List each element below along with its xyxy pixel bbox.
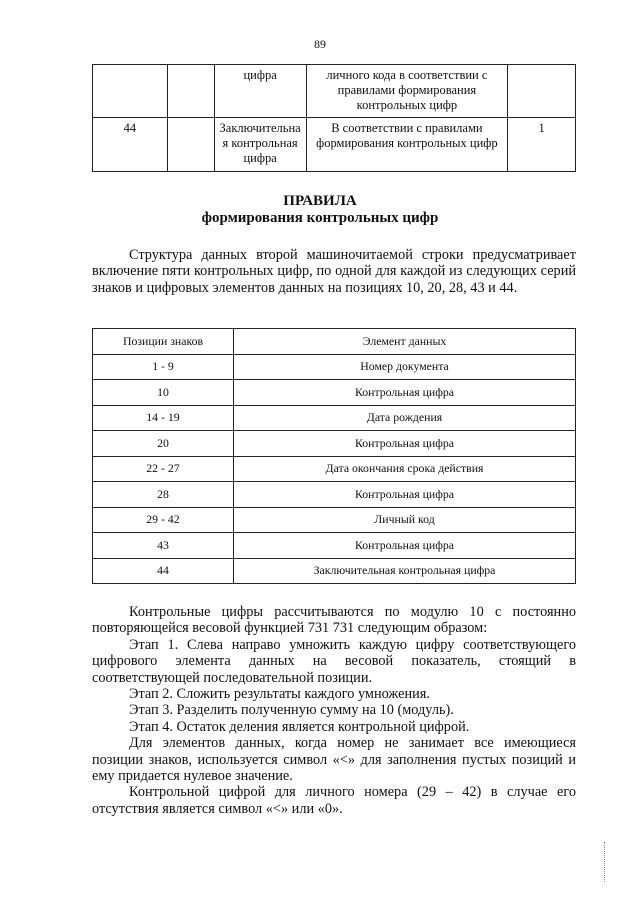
table-cell: Дата окончания срока действия xyxy=(234,456,576,482)
table-row xyxy=(93,482,576,508)
paragraph: Этап 2. Сложить результаты каждого умножения. xyxy=(129,686,430,703)
table-cell: 1 xyxy=(508,118,576,172)
table-cell: 22 - 27 xyxy=(93,456,234,482)
table-cell: В соответствии с правилами формирования контрольных цифр xyxy=(306,118,508,172)
table-row xyxy=(93,118,576,172)
calculation-rules xyxy=(92,604,576,817)
table-cell: 44 xyxy=(93,558,234,584)
table-row xyxy=(93,431,576,457)
table-cell: Заключительная контрольная цифра xyxy=(234,558,576,584)
paragraph: Этап 3. Разделить полученную сумму на 10 (модуль). xyxy=(129,702,454,719)
table-cell: 44 xyxy=(93,118,168,172)
table-cell xyxy=(167,65,214,118)
table-cell: Заключительна я контрольная цифра xyxy=(214,118,306,172)
table-cell: Контрольная цифра xyxy=(234,482,576,508)
check-digit-positions-table xyxy=(92,328,576,584)
table-cell: 20 xyxy=(93,431,234,457)
table-cell: 43 xyxy=(93,533,234,559)
intro-paragraph-block xyxy=(92,247,576,296)
column-header: Позиции знаков xyxy=(93,329,234,355)
table-cell xyxy=(167,118,214,172)
table-cell: Контрольная цифра xyxy=(234,380,576,406)
intro-paragraph: Структура данных второй машиночитаемой строки предусматривает включение пяти контрольных цифр, по одной для каждой из следующих серий знаков и цифровых элементов данных на позициях 10, 20, 28, 43 и 44. xyxy=(92,247,576,296)
scan-edge-mark xyxy=(604,842,606,882)
table-cell: личного кода в соответствии с правилами формирования контрольных цифр xyxy=(306,65,508,118)
table-cell xyxy=(508,65,576,118)
table-cell: цифра xyxy=(214,65,306,118)
table-header-row xyxy=(93,329,576,355)
section-subtitle: формирования контрольных цифр xyxy=(201,210,439,226)
paragraph: Контрольные цифры рассчитываются по модулю 10 с постоянно повторяющейся весовой функцией 731 731 следующим образом: xyxy=(92,604,576,637)
table-cell: 1 - 9 xyxy=(93,354,234,380)
section-title: ПРАВИЛА xyxy=(283,193,357,209)
table-row xyxy=(93,65,576,118)
table-row xyxy=(93,456,576,482)
paragraph: Контрольной цифрой для личного номера (29 – 42) в случае его отсутствия является символ «<» или «0». xyxy=(92,784,576,817)
table-cell: 28 xyxy=(93,482,234,508)
table-cell: Номер документа xyxy=(234,354,576,380)
table-row xyxy=(93,380,576,406)
table-row xyxy=(93,558,576,584)
continued-table xyxy=(92,64,576,172)
column-header: Элемент данных xyxy=(234,329,576,355)
paragraph: Этап 1. Слева направо умножить каждую цифру соответствующего цифрового элемента данных на весовой показатель, стоящий в соответствующей последовательной позиции. xyxy=(92,636,576,686)
table-row xyxy=(93,533,576,559)
table-row xyxy=(93,405,576,431)
table-row xyxy=(93,354,576,380)
page-number: 89 xyxy=(314,37,326,51)
paragraph: Для элементов данных, когда номер не занимает все имеющиеся позиции знаков, используется символ «<» для заполнения пустых позиций и ему придается нулевое значение. xyxy=(92,735,576,785)
table-cell: 10 xyxy=(93,380,234,406)
table-cell: 29 - 42 xyxy=(93,507,234,533)
paragraph: Этап 4. Остаток деления является контрольной цифрой. xyxy=(129,718,470,735)
table-cell: Дата рождения xyxy=(234,405,576,431)
table-cell: Личный код xyxy=(234,507,576,533)
table-cell xyxy=(93,65,168,118)
table-row xyxy=(93,507,576,533)
table-cell: Контрольная цифра xyxy=(234,431,576,457)
table-cell: 14 - 19 xyxy=(93,405,234,431)
table-cell: Контрольная цифра xyxy=(234,533,576,559)
